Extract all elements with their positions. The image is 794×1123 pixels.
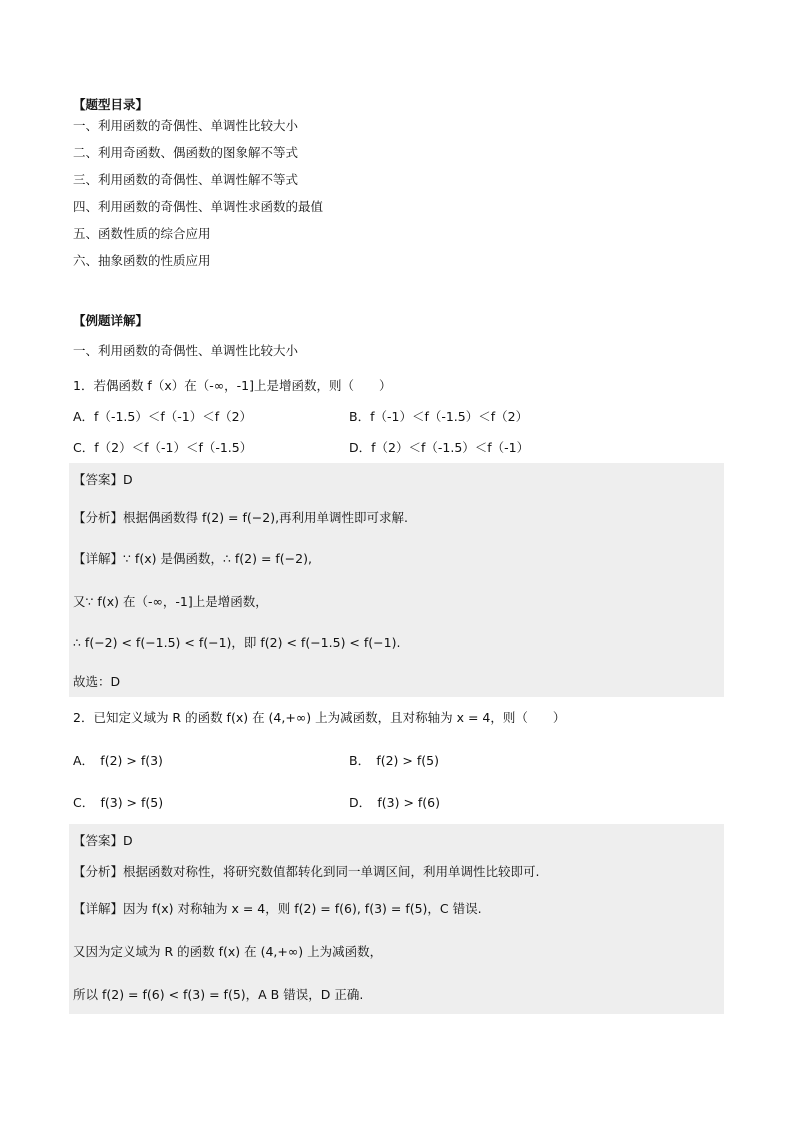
catalog-heading: 【题型目录】 <box>73 97 149 112</box>
catalog-item-4: 四、利用函数的奇偶性、单调性求函数的最值 <box>73 199 324 214</box>
q1-option-b: B．f（-1）＜f（-1.5）＜f（2） <box>349 409 529 424</box>
section-title: 一、利用函数的奇偶性、单调性比较大小 <box>73 343 299 358</box>
q2-option-d: D． f(3) > f(6) <box>349 795 441 810</box>
q2-answer: 【答案】D <box>73 833 133 848</box>
q1-option-a: A．f（-1.5）＜f（-1）＜f（2） <box>73 409 253 424</box>
q2-option-b: B． f(2) > f(5) <box>349 753 439 768</box>
q1-detail-3: ∴ f(−2) < f(−1.5) < f(−1)，即 f(2) < f(−1.5) < f(−1). <box>73 635 401 650</box>
q1-answer: 【答案】D <box>73 472 133 487</box>
q2-detail-2: 又因为定义域为 R 的函数 f(x) 在 (4,+∞) 上为减函数， <box>73 944 383 959</box>
q2-detail-1: 【详解】因为 f(x) 对称轴为 x = 4，则 f(2) = f(6), f(3) = f(5)，C 错误. <box>73 901 482 916</box>
catalog-item-1: 一、利用函数的奇偶性、单调性比较大小 <box>73 118 299 133</box>
catalog-item-6: 六、抽象函数的性质应用 <box>73 253 211 268</box>
q2-option-a: A． f(2) > f(3) <box>73 753 163 768</box>
q1-option-d: D．f（2）＜f（-1.5）＜f（-1） <box>349 440 530 455</box>
q1-detail-1: 【详解】∵ f(x) 是偶函数，∴ f(2) = f(−2), <box>73 551 312 566</box>
catalog-item-2: 二、利用奇函数、偶函数的图象解不等式 <box>73 145 299 160</box>
q2-analysis: 【分析】根据函数对称性，将研究数值都转化到同一单调区间，利用单调性比较即可. <box>73 864 540 879</box>
q2-stem: 2．已知定义域为 R 的函数 f(x) 在 (4,+∞) 上为减函数，且对称轴为 x = 4，则（ ） <box>73 710 566 725</box>
q2-detail-3: 所以 f(2) = f(6) < f(3) = f(5)，A B 错误，D 正确. <box>73 987 364 1002</box>
q1-conclusion: 故选：D <box>73 674 121 689</box>
q1-solution-block <box>69 463 724 697</box>
catalog-item-5: 五、函数性质的综合应用 <box>73 226 211 241</box>
q1-option-c: C．f（2）＜f（-1）＜f（-1.5） <box>73 440 253 455</box>
q1-analysis: 【分析】根据偶函数得 f(2) = f(−2),再利用单调性即可求解. <box>73 510 409 525</box>
q2-option-c: C． f(3) > f(5) <box>73 795 164 810</box>
q1-stem: 1．若偶函数 f（x）在（-∞，-1]上是增函数，则（ ） <box>73 378 392 393</box>
catalog-item-3: 三、利用函数的奇偶性、单调性解不等式 <box>73 172 299 187</box>
examples-heading: 【例题详解】 <box>73 313 149 328</box>
q1-detail-2: 又∵ f(x) 在（-∞，-1]上是增函数， <box>73 594 268 609</box>
